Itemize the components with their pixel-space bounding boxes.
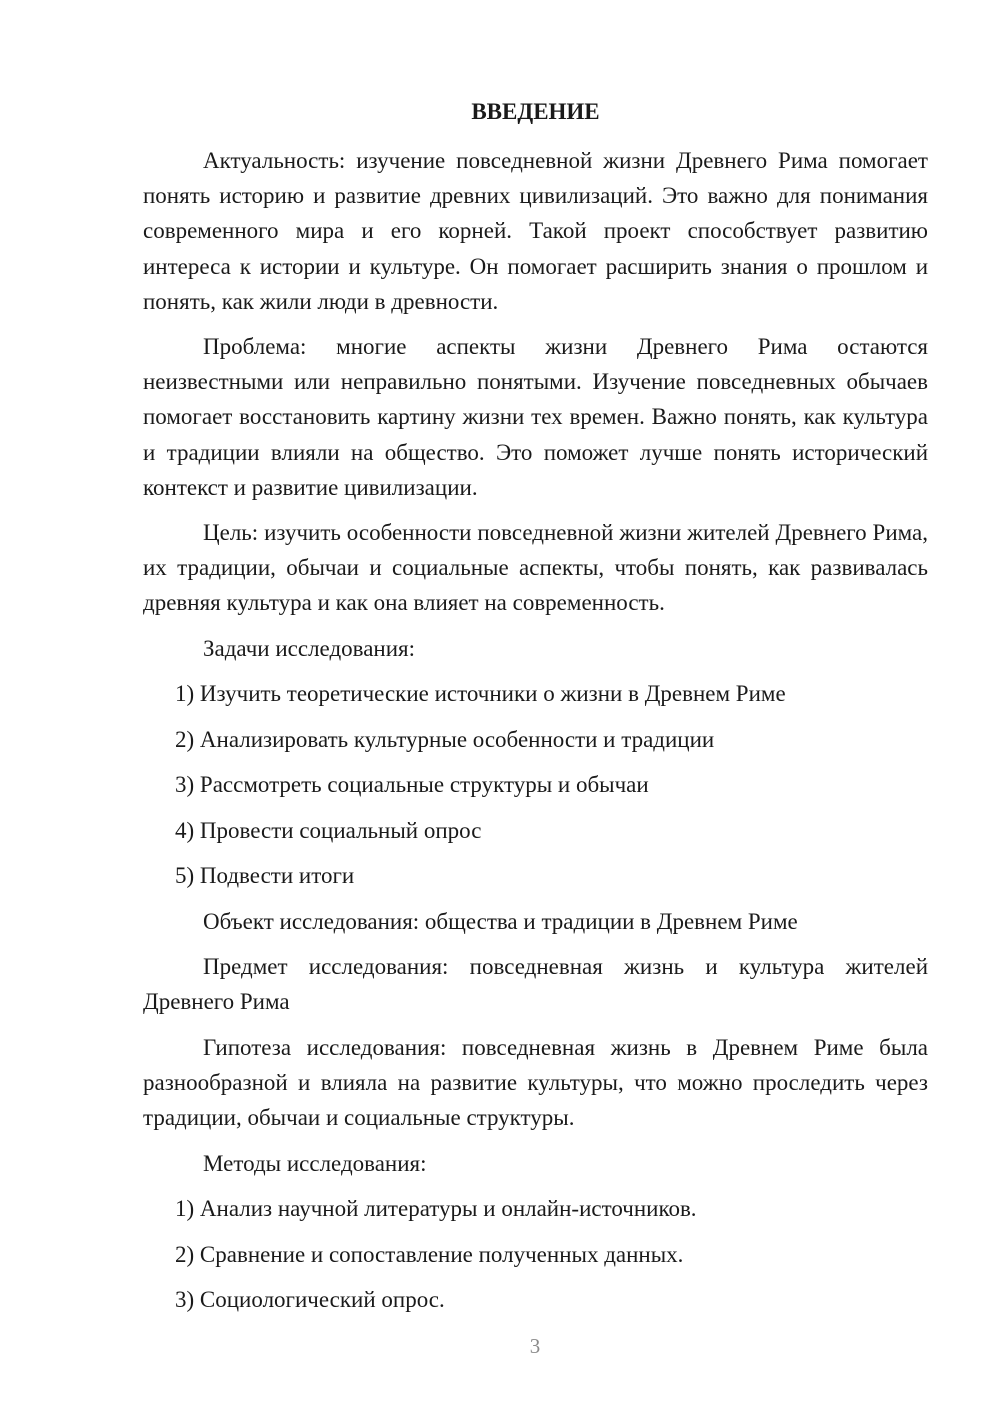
- subject-paragraph: Предмет исследования: повседневная жизнь и культура жителей Древнего Рима: [143, 954, 928, 1015]
- methods-heading: Методы исследования:: [203, 1151, 427, 1176]
- goal-paragraph: Цель: изучить особенности повседневной жизни жителей Древнего Рима, их традиции, обычаи и социальные аспекты, чтобы понять, как развивалась древняя культура и как она влияет на современность.: [143, 520, 928, 616]
- object-paragraph: Объект исследования: общества и традиции в Древнем Риме: [203, 909, 798, 934]
- task-item: 4) Провести социальный опрос: [175, 818, 482, 843]
- section-title: ВВЕДЕНИЕ: [471, 99, 600, 124]
- method-item: 3) Социологический опрос.: [175, 1287, 445, 1312]
- method-item: 2) Сравнение и сопоставление полученных данных.: [175, 1242, 684, 1267]
- relevance-paragraph: Актуальность: изучение повседневной жизни Древнего Рима помогает понять историю и развитие древних цивилизаций. Это важно для понимания современного мира и его корней. Такой проект способствует развитию интереса к истории и культуре. Он помогает расширить знания о прошлом и понять, как жили люди в древности.: [143, 148, 928, 314]
- problem-paragraph: Проблема: многие аспекты жизни Древнего Рима остаются неизвестными или неправильно понятыми. Изучение повседневных обычаев помогает восстановить картину жизни тех времен. Важно понять, как культура и традиции влияли на общество. Это поможет лучше понять исторический контекст и развитие цивилизации.: [143, 334, 928, 500]
- task-item: 3) Рассмотреть социальные структуры и обычаи: [175, 772, 649, 797]
- method-item: 1) Анализ научной литературы и онлайн-источников.: [175, 1196, 697, 1221]
- task-item: 5) Подвести итоги: [175, 863, 355, 888]
- tasks-heading: Задачи исследования:: [203, 636, 416, 661]
- task-item: 2) Анализировать культурные особенности и традиции: [175, 727, 715, 752]
- task-item: 1) Изучить теоретические источники о жизни в Древнем Риме: [175, 681, 786, 706]
- hypothesis-paragraph: Гипотеза исследования: повседневная жизнь в Древнем Риме была разнообразной и влияла на развитие культуры, что можно проследить через традиции, обычаи и социальные структуры.: [143, 1035, 928, 1131]
- page-number: 3: [529, 1334, 541, 1358]
